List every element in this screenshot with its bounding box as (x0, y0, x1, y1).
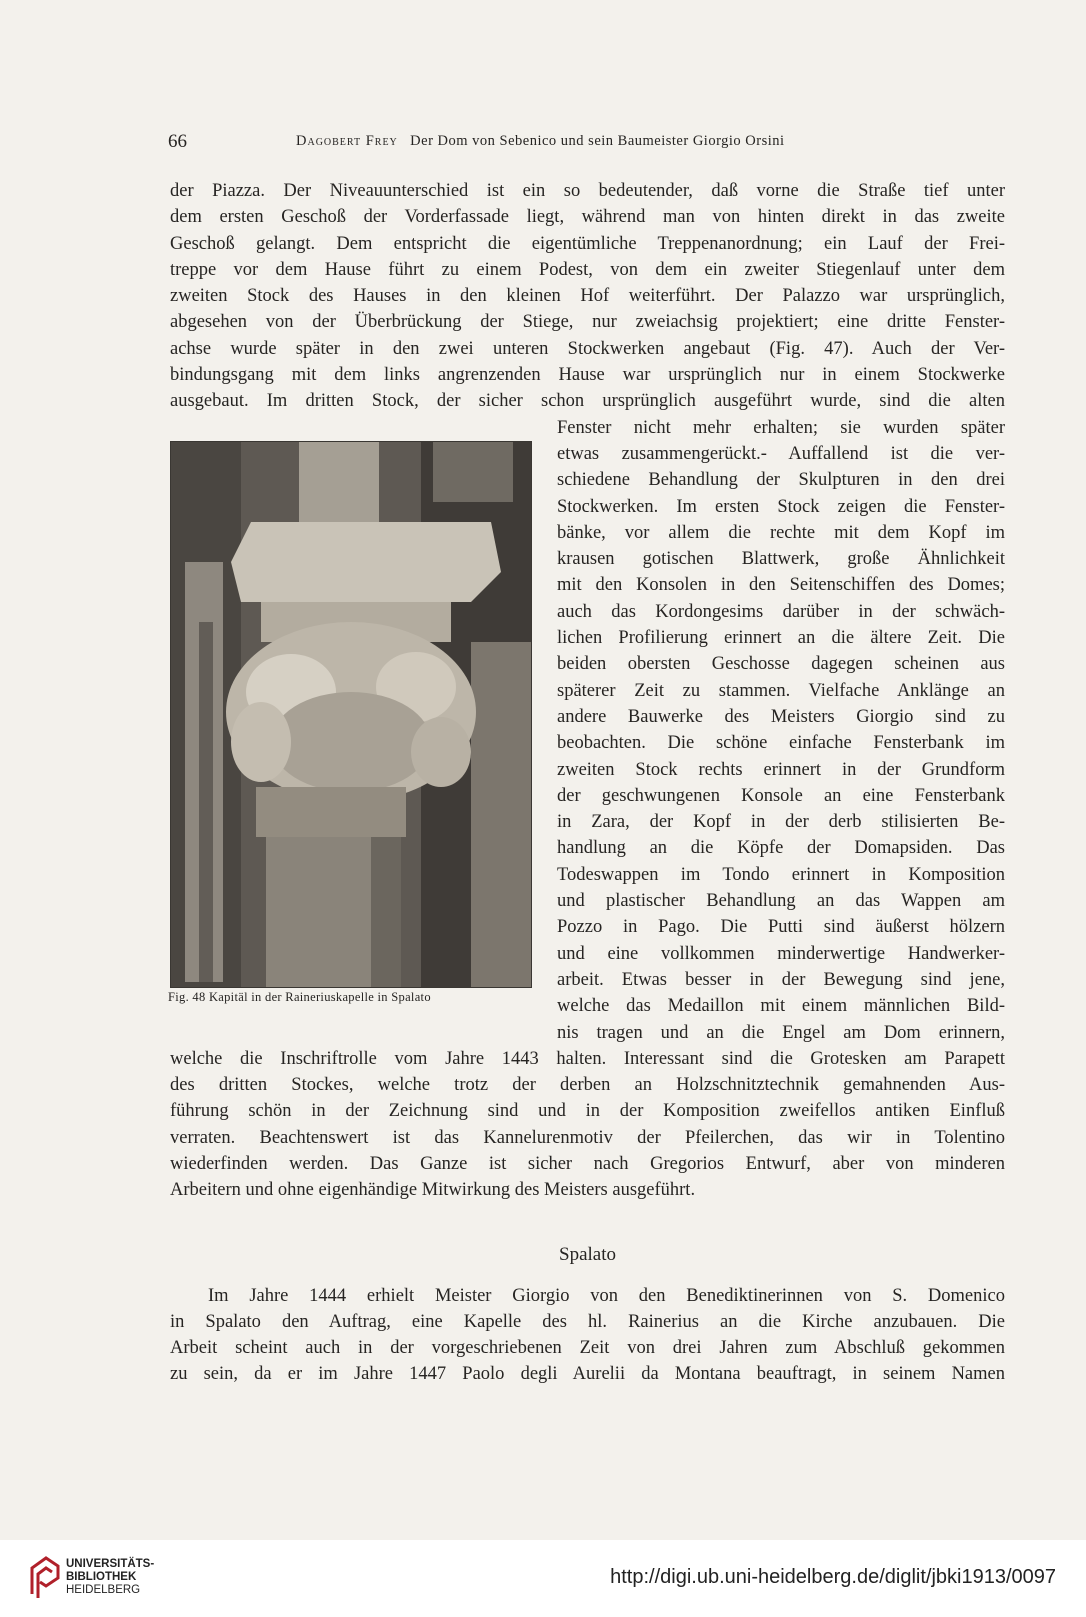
text-line: welche die Inschriftrolle vom Jahre 1443 halten. Interessant sind die Grotesken am Parapett (170, 1048, 1005, 1069)
text-line: achse wurde später in den zwei unteren Stockwerken angebaut (Fig. 47). Auch der Ver- (170, 338, 1005, 359)
capital-illustration (171, 442, 531, 987)
figure-capital-photo (170, 441, 532, 988)
text-line: Stockwerken. Im ersten Stock zeigen die Fenster- (557, 496, 1005, 517)
text-line: Pozzo in Pago. Die Putti sind äußerst hölzern (557, 917, 1005, 938)
library-name (66, 1558, 154, 1597)
text-line: der Piazza. Der Niveauunterschied ist ein so bedeutender, daß vorne die Straße tief unter (170, 181, 1005, 201)
text-line: dem ersten Geschoß der Vorderfassade liegt, während man von hinten direkt in das zweite (170, 207, 1005, 228)
text-line: etwas zusammengerückt.- Auffallend ist die ver- (557, 443, 1005, 464)
figure-caption: Fig. 48 Kapitäl in der Raineriuskapelle in Spalato (168, 990, 431, 1004)
text-line: lichen Profilierung erinnert an die ältere Zeit. Die (557, 628, 1005, 649)
text-line: arbeit. Etwas besser in der Bewegung sind jene, (557, 969, 1005, 990)
text-line: zu sein, da er im Jahre 1447 Paolo degli Aurelii da Montana beauftragt, in seinem Namen (170, 1364, 1005, 1385)
text-line: bänke, vor allem die rechte mit dem Kopf im (557, 522, 1005, 543)
text-line: wiederfinden werden. Das Ganze ist sicher nach Gregorios Entwurf, aber von minderen (170, 1153, 1005, 1174)
text-line: in Zara, der Kopf in der derb stilisierten Be- (557, 812, 1005, 833)
text-line: führung schön in der Zeichnung sind und in der Komposition zweifellos antiken Einfluß (170, 1101, 1005, 1122)
running-head-title: Der Dom von Sebenico und sein Baumeister Giorgio Orsini (410, 133, 785, 149)
text-line: Fenster nicht mehr erhalten; sie wurden später (557, 417, 1005, 438)
library-name-line: BIBLIOTHEK (66, 1571, 137, 1583)
library-name-line: UNIVERSITÄTS- (66, 1558, 155, 1570)
text-line: handlung an die Köpfe der Domapsiden. Das (557, 838, 1005, 859)
university-library-logo-icon (26, 1554, 62, 1600)
paragraph-2 (170, 1283, 1005, 1388)
paragraph-1-continued (170, 1046, 1005, 1204)
text-line: Arbeitern und ohne eigenhändige Mitwirkung des Meisters ausgeführt. (170, 1180, 696, 1201)
section-heading: Spalato (559, 1243, 616, 1265)
text-line: späterer Zeit zu stammen. Vielfache Anklänge an (557, 680, 1005, 701)
text-line: verraten. Beachtenswert ist das Kannelurenmotiv der Pfeilerchen, das wir in Tolentino (170, 1127, 1005, 1148)
text-line: bindungsgang mit dem links angrenzenden Hause war ursprünglich nur in einem Stockwerke (170, 365, 1005, 386)
text-line: Im Jahre 1444 erhielt Meister Giorgio von den Benediktinerinnen von S. Domenico (208, 1285, 1005, 1306)
text-line: andere Bauwerke des Meisters Giorgio sind zu (557, 706, 1005, 727)
text-line: abgesehen von der Überbrückung der Stiege, nur zweiachsig projektiert; eine dritte Fenster- (170, 312, 1005, 333)
page-header (168, 131, 1008, 153)
text-line: Geschoß gelangt. Dem entspricht die eigentümliche Treppenanordnung; ein Lauf der Frei- (170, 233, 1005, 254)
text-line: des dritten Stockes, welche trotz der derben an Holzschnitztechnik gemahnenden Aus- (170, 1075, 1005, 1096)
page-number: 66 (168, 131, 187, 152)
running-head (296, 133, 785, 150)
library-name-line: HEIDELBERG (66, 1584, 141, 1596)
text-line: Todeswappen im Tondo erinnert in Komposition (557, 864, 1005, 885)
text-line: und plastischer Behandlung an das Wappen am (557, 891, 1005, 912)
text-line: ausgebaut. Im dritten Stock, der sicher schon ursprünglich ausgeführt wurde, sind die alten (170, 391, 1005, 412)
text-line: und eine vollkommen minderwertige Handwerker- (557, 943, 1005, 964)
permalink-url[interactable]: http://digi.ub.uni-heidelberg.de/diglit/jbki1913/0097 (610, 1566, 1056, 1588)
text-line: auch das Kordongesims darüber in der schwäch- (557, 601, 1005, 622)
text-line: krausen gotischen Blattwerk, große Ähnlichkeit (557, 549, 1005, 570)
text-line: schiedene Behandlung der Skulpturen in den drei (557, 470, 1005, 491)
text-line: treppe vor dem Hause führt zu einem Podest, von dem ein zweiter Stiegenlauf unter dem (170, 259, 1005, 280)
text-line: beobachten. Die schöne einfache Fensterbank im (557, 733, 1005, 754)
text-line: in Spalato den Auftrag, eine Kapelle des hl. Rainerius an die Kirche anzubauen. Die (170, 1311, 1005, 1332)
text-line: zweiten Stock des Hauses in den kleinen Hof weiterführt. Der Palazzo war ursprünglich, (170, 286, 1005, 307)
text-line: der geschwungenen Konsole an eine Fensterbank (557, 785, 1005, 806)
text-line: mit den Konsolen in den Seitenschiffen des Domes; (557, 575, 1005, 596)
text-line: Arbeit scheint auch in der vorgeschriebenen Zeit von drei Jahren zum Abschluß gekommen (170, 1338, 1005, 1359)
footer-bar (0, 1540, 1086, 1617)
text-line: beiden obersten Geschosse dagegen scheinen aus (557, 654, 1005, 675)
text-line: welche das Medaillon mit einem männlichen Bild- (557, 996, 1005, 1017)
text-line: zweiten Stock rechts erinnert in der Grundform (557, 759, 1005, 780)
running-head-author: Dagobert Frey (296, 133, 398, 149)
text-line: nis tragen und an die Engel am Dom erinnern, (557, 1022, 1005, 1043)
paragraph-1-full (170, 178, 1005, 415)
